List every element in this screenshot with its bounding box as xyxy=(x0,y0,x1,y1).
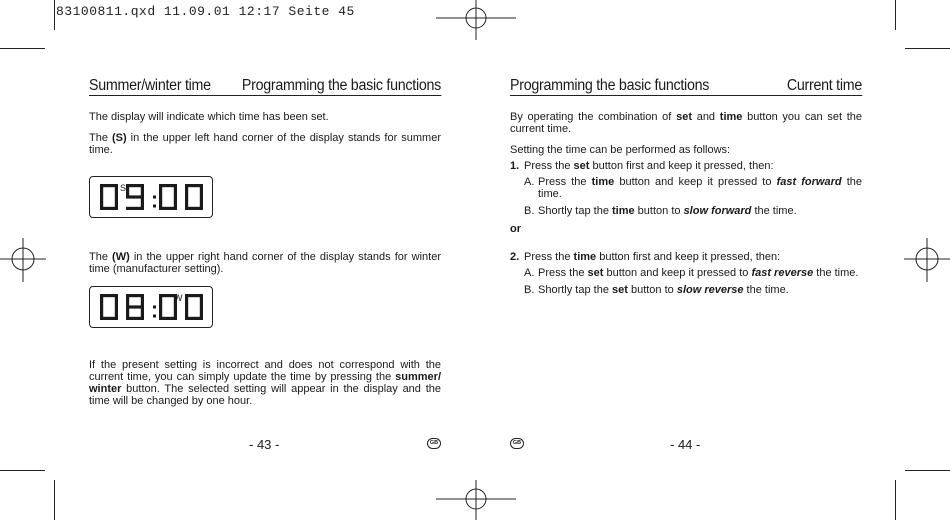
lcd-segment xyxy=(185,197,188,210)
lcd-segment xyxy=(115,294,118,307)
crop-mark xyxy=(54,0,55,30)
crop-mark xyxy=(895,0,896,30)
lcd-segment xyxy=(115,184,118,197)
lcd-segment xyxy=(200,294,203,307)
lcd-segment xyxy=(126,305,144,308)
paragraph: Setting the time can be performed as follows: xyxy=(510,144,731,156)
crop-mark xyxy=(895,480,896,520)
lcd-segment xyxy=(126,195,144,198)
lcd-digits xyxy=(90,287,212,327)
step-1b: B. Shortly tap the time button to slow forward the time. xyxy=(524,205,797,217)
lcd-segment xyxy=(126,294,129,307)
paragraph: The (W) in the upper right hand corner of the display stands for winter time (manufacturer setting). xyxy=(89,251,441,275)
step-2a: A. Press the set button and keep it pressed to fast reverse the time. xyxy=(524,267,859,279)
lcd-segment xyxy=(159,197,162,210)
lcd-segment xyxy=(100,307,103,320)
chapter-title: Programming the basic functions xyxy=(241,77,442,94)
paragraph: If the present setting is incorrect and does not correspond with the current time, you can simply update the time by pressing the summer/ winter button. The selected setting will appear in the display and the time will be changed by one hour. xyxy=(89,359,441,407)
lcd-segment xyxy=(126,307,129,320)
gb-badge-icon: GB xyxy=(427,438,441,449)
crop-mark xyxy=(54,480,55,520)
page-number-right: - 44 - xyxy=(670,437,701,452)
registration-mark-right xyxy=(904,238,950,282)
section-title: Current time xyxy=(786,77,863,94)
lcd-segment xyxy=(126,184,129,197)
lcd-colon xyxy=(153,315,156,318)
lcd-segment xyxy=(174,184,177,197)
registration-mark-top xyxy=(436,0,516,40)
paragraph: By operating the combination of set and time button you can set the current time. xyxy=(510,111,863,135)
gb-badge-icon: GB xyxy=(510,438,524,449)
lcd-segment xyxy=(200,184,203,197)
page-number-left: - 43 - xyxy=(249,437,280,452)
lcd-segment xyxy=(185,294,188,307)
or-separator: or xyxy=(510,223,521,235)
lcd-segment xyxy=(159,184,162,197)
step-2b: B. Shortly tap the set button to slow reverse the time. xyxy=(524,284,789,296)
step-2: 2. Press the time button first and keep it pressed, then: xyxy=(510,251,781,263)
lcd-segment xyxy=(141,294,144,307)
lcd-display-summer xyxy=(89,176,213,218)
print-slug: 83100811.qxd 11.09.01 12:17 Seite 45 xyxy=(56,4,355,19)
paragraph: The (S) in the upper left hand corner of the display stands for summer time. xyxy=(89,132,441,156)
right-page-header xyxy=(510,77,863,96)
crop-mark xyxy=(0,470,45,471)
lcd-segment xyxy=(100,197,103,210)
lcd-segment xyxy=(126,207,144,210)
lcd-segment xyxy=(185,184,188,197)
winter-indicator: W xyxy=(174,293,183,303)
summer-indicator: S xyxy=(120,183,127,193)
paragraph: The display will indicate which time has been set. xyxy=(89,111,329,123)
step-1: 1. Press the set button first and keep it pressed, then: xyxy=(510,160,774,172)
left-page xyxy=(89,77,442,416)
left-page-header xyxy=(89,77,442,96)
section-title: Summer/winter time xyxy=(89,77,211,94)
lcd-segment xyxy=(100,184,103,197)
lcd-colon xyxy=(153,306,156,309)
registration-mark-bottom xyxy=(436,480,516,520)
lcd-colon xyxy=(153,196,156,199)
lcd-segment xyxy=(159,307,162,320)
step-1a: A. Press the time button and keep it pressed to fast forward the time. xyxy=(524,176,862,200)
registration-mark-left xyxy=(0,238,46,282)
lcd-segment xyxy=(159,294,162,307)
right-page xyxy=(510,77,863,301)
crop-mark xyxy=(905,48,950,49)
lcd-colon xyxy=(153,205,156,208)
lcd-segment xyxy=(100,294,103,307)
chapter-title: Programming the basic functions xyxy=(510,77,710,94)
lcd-display-winter xyxy=(89,286,213,328)
crop-mark xyxy=(0,48,45,49)
lcd-segment xyxy=(141,184,144,197)
lcd-digits xyxy=(90,177,212,217)
lcd-segment xyxy=(185,307,188,320)
crop-mark xyxy=(905,470,950,471)
